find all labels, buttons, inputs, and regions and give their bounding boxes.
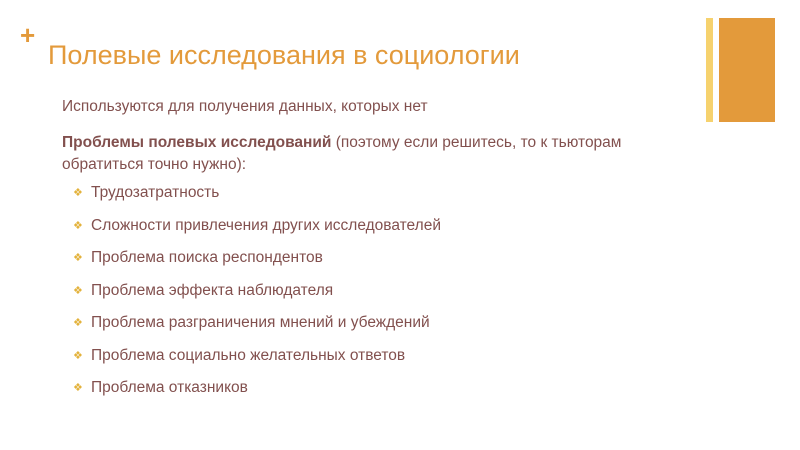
diamond-bullet-icon: ❖ xyxy=(73,187,83,199)
list-item xyxy=(62,377,672,399)
diamond-bullet-icon: ❖ xyxy=(73,284,83,297)
decorative-bar-wide xyxy=(719,18,775,122)
diamond-bullet-icon: ❖ xyxy=(73,317,83,329)
diamond-bullet-icon: ❖ xyxy=(73,382,83,394)
list-item xyxy=(62,182,672,204)
plus-icon: + xyxy=(20,20,36,50)
problems-note: (поэтому если решитесь, то к тьюторам обратиться точно нужно): xyxy=(62,134,622,173)
diamond-bullet-icon: ❖ xyxy=(73,252,83,264)
list-item-text: Проблема поиска респондентов xyxy=(91,249,323,266)
list-item xyxy=(62,280,672,302)
intro-text: Используются для получения данных, которых нет xyxy=(62,98,428,115)
list-item xyxy=(62,247,672,269)
list-item-text: Проблема отказников xyxy=(91,379,248,396)
list-item xyxy=(62,345,672,367)
problems-paragraph xyxy=(62,132,672,176)
problems-list xyxy=(62,182,672,399)
diamond-bullet-icon: ❖ xyxy=(73,349,83,362)
slide-content xyxy=(62,96,672,410)
list-item xyxy=(62,215,672,237)
list-item xyxy=(62,312,672,334)
list-item-text: Проблема разграничения мнений и убеждений xyxy=(91,314,430,331)
problems-heading: Проблемы полевых исследований xyxy=(62,134,332,151)
slide-title: Полевые исследования в социологии xyxy=(48,40,520,70)
decorative-bar-thin xyxy=(706,18,713,122)
list-item-text: Трудозатратность xyxy=(91,184,220,201)
list-item-text: Проблема социально желательных ответов xyxy=(91,346,406,364)
diamond-bullet-icon: ❖ xyxy=(73,219,83,232)
list-item-text: Сложности привлечения других исследователей xyxy=(91,216,441,234)
list-item-text: Проблема эффекта наблюдателя xyxy=(91,281,334,299)
